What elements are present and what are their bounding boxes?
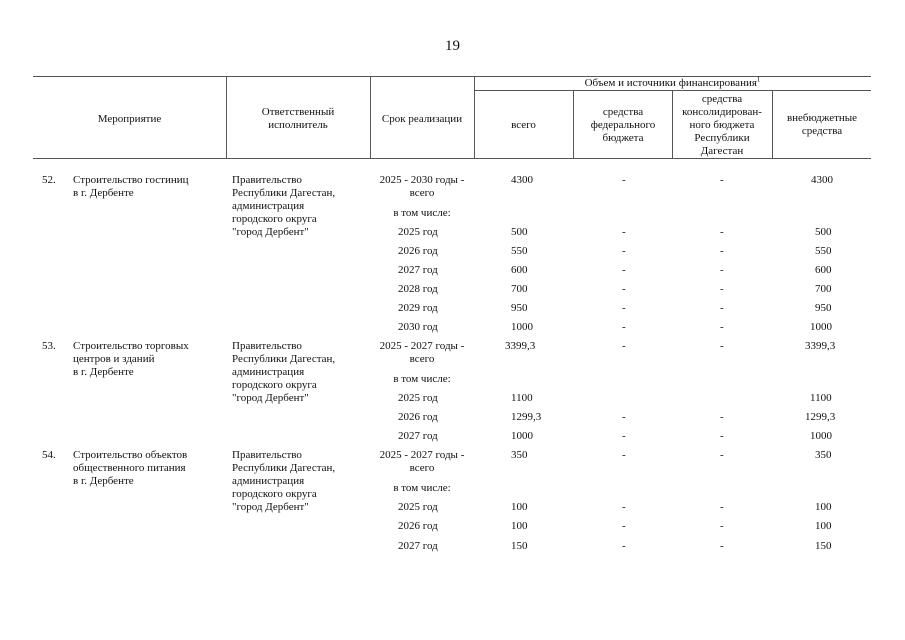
row-event: Строительство торговых центров и зданий в г. Дербенте [73, 340, 189, 378]
federal-cell: - [622, 449, 626, 461]
total-cell: 100 [511, 501, 528, 513]
row-executor: Правительство Республики Дагестан, администрация городского округа "город Дербент" [232, 340, 336, 404]
federal-cell: - [622, 283, 626, 295]
total-cell: 600 [511, 264, 528, 276]
federal-cell: - [622, 302, 626, 314]
page-number: 19 [445, 38, 460, 54]
extrabudget-cell: 350 [815, 449, 832, 461]
total-cell: 350 [511, 449, 528, 461]
total-cell: 950 [511, 302, 528, 314]
consolidated-cell: - [720, 264, 724, 276]
total-cell: 100 [511, 520, 528, 532]
consolidated-cell: - [720, 449, 724, 461]
col-divider-6 [772, 90, 773, 158]
period-cell: в том числе: [393, 482, 451, 494]
consolidated-cell: - [720, 321, 724, 333]
row-executor: Правительство Республики Дагестан, администрация городского округа "город Дербент" [232, 174, 336, 238]
extrabudget-cell: 550 [815, 245, 832, 257]
extrabudget-cell: 150 [815, 540, 832, 552]
extrabudget-cell: 100 [815, 501, 832, 513]
consolidated-cell: - [720, 501, 724, 513]
consolidated-cell: - [720, 283, 724, 295]
header-executor: Ответственный исполнитель [261, 106, 335, 131]
period-cell: 2027 год [398, 264, 438, 276]
federal-cell: - [622, 245, 626, 257]
total-cell: 150 [511, 540, 528, 552]
total-cell: 550 [511, 245, 528, 257]
consolidated-cell: - [720, 411, 724, 423]
period-cell: 2030 год [398, 321, 438, 333]
total-cell: 500 [511, 226, 528, 238]
period-cell: в том числе: [393, 207, 451, 219]
consolidated-cell: - [720, 540, 724, 552]
row-executor: Правительство Республики Дагестан, администрация городского округа "город Дербент" [232, 449, 336, 513]
row-number: 53. [42, 340, 56, 352]
total-cell: 700 [511, 283, 528, 295]
period-cell: 2025 год [398, 501, 438, 513]
extrabudget-cell: 4300 [811, 174, 833, 186]
consolidated-cell: - [720, 174, 724, 186]
header-funding-group: Объем и источники финансирования$^1$ [584, 75, 761, 89]
federal-cell: - [622, 411, 626, 423]
consolidated-cell: - [720, 302, 724, 314]
consolidated-cell: - [720, 340, 724, 352]
consolidated-cell: - [720, 520, 724, 532]
federal-cell: - [622, 174, 626, 186]
period-cell: 2029 год [398, 302, 438, 314]
period-cell: 2025 год [398, 392, 438, 404]
total-cell: 3399,3 [505, 340, 536, 352]
total-cell: 1100 [511, 392, 533, 404]
row-event: Строительство гостиниц в г. Дербенте [73, 174, 189, 199]
period-cell: 2028 год [398, 283, 438, 295]
period-cell: 2027 год [398, 540, 438, 552]
row-event: Строительство объектов общественного питания в г. Дербенте [73, 449, 188, 487]
col-divider-5 [672, 90, 673, 158]
period-cell: 2027 год [398, 430, 438, 442]
federal-cell: - [622, 540, 626, 552]
period-cell: 2025 - 2027 годы - всего [379, 340, 465, 365]
total-cell: 1299,3 [511, 411, 542, 423]
federal-cell: - [622, 264, 626, 276]
federal-cell: - [622, 226, 626, 238]
extrabudget-cell: 700 [815, 283, 832, 295]
federal-cell: - [622, 501, 626, 513]
consolidated-cell: - [720, 226, 724, 238]
extrabudget-cell: 3399,3 [805, 340, 836, 352]
period-cell: 2026 год [398, 245, 438, 257]
header-extrabudget: внебюджетные средства [786, 112, 858, 137]
row-number: 54. [42, 449, 56, 461]
period-cell: 2025 год [398, 226, 438, 238]
extrabudget-cell: 100 [815, 520, 832, 532]
col-divider-1 [226, 76, 227, 158]
period-cell: 2026 год [398, 411, 438, 423]
total-cell: 1000 [511, 321, 533, 333]
extrabudget-cell: 1000 [810, 321, 832, 333]
period-cell: в том числе: [393, 373, 451, 385]
row-number: 52. [42, 174, 56, 186]
extrabudget-cell: 1000 [810, 430, 832, 442]
federal-cell: - [622, 321, 626, 333]
consolidated-cell: - [720, 245, 724, 257]
header-federal: средства федерального бюджета [590, 105, 656, 144]
header-total: всего [511, 118, 536, 131]
header-consolidated: средства консолидирован-ного бюджета Республики Дагестан [682, 92, 762, 157]
consolidated-cell: - [720, 430, 724, 442]
period-cell: 2025 - 2027 годы - всего [379, 449, 465, 474]
federal-cell: - [622, 430, 626, 442]
period-cell: 2025 - 2030 годы - всего [379, 174, 465, 199]
total-cell: 1000 [511, 430, 533, 442]
federal-cell: - [622, 520, 626, 532]
period-cell: 2026 год [398, 520, 438, 532]
federal-cell: - [622, 340, 626, 352]
extrabudget-cell: 500 [815, 226, 832, 238]
header-bottom-rule [33, 158, 871, 159]
col-divider-4 [573, 90, 574, 158]
extrabudget-cell: 600 [815, 264, 832, 276]
extrabudget-cell: 1100 [810, 392, 832, 404]
header-event: Мероприятие [97, 112, 162, 125]
footnote-mark: 1 [756, 75, 761, 84]
extrabudget-cell: 950 [815, 302, 832, 314]
header-period: Срок реализации [381, 112, 463, 125]
total-cell: 4300 [511, 174, 533, 186]
extrabudget-cell: 1299,3 [805, 411, 836, 423]
